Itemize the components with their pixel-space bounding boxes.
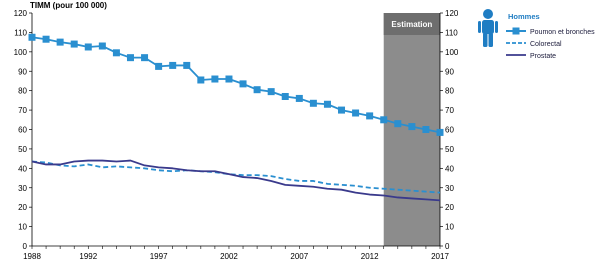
data-point-poumon-et-bronches bbox=[85, 43, 92, 50]
data-point-poumon-et-bronches bbox=[268, 88, 275, 95]
y-tick-label-left: 40 bbox=[18, 164, 27, 174]
x-tick-label: 1988 bbox=[23, 252, 41, 261]
y-tick-label-left: 70 bbox=[18, 106, 27, 116]
data-point-poumon-et-bronches bbox=[310, 100, 317, 107]
y-tick-label-right: 90 bbox=[445, 67, 454, 77]
y-tick-label-left: 90 bbox=[18, 67, 27, 77]
legend-label-colorectal: Colorectal bbox=[530, 41, 562, 48]
series-line-poumon-et-bronches bbox=[32, 37, 440, 132]
data-point-poumon-et-bronches bbox=[240, 80, 247, 87]
y-tick-label-right: 80 bbox=[445, 86, 454, 96]
data-point-poumon-et-bronches bbox=[183, 62, 190, 69]
y-tick-label-right: 10 bbox=[445, 222, 454, 232]
legend bbox=[478, 9, 595, 60]
y-tick-label-left: 100 bbox=[13, 47, 27, 57]
data-point-poumon-et-bronches bbox=[366, 112, 373, 119]
series-lines bbox=[29, 34, 444, 201]
y-tick-label-right: 100 bbox=[445, 47, 459, 57]
person-icon bbox=[478, 9, 498, 47]
data-point-poumon-et-bronches bbox=[437, 129, 444, 136]
data-point-poumon-et-bronches bbox=[169, 62, 176, 69]
legend-title: Hommes bbox=[508, 12, 540, 21]
data-point-poumon-et-bronches bbox=[408, 123, 415, 130]
y-tick-label-left: 10 bbox=[18, 222, 27, 232]
y-tick-label-left: 120 bbox=[13, 9, 27, 18]
y-tick-label-left: 110 bbox=[14, 28, 27, 38]
y-tick-label-right: 60 bbox=[445, 125, 454, 135]
data-point-poumon-et-bronches bbox=[197, 76, 204, 83]
data-point-poumon-et-bronches bbox=[254, 86, 261, 93]
series-line-colorectal bbox=[32, 162, 440, 193]
data-point-poumon-et-bronches bbox=[211, 76, 218, 83]
data-point-poumon-et-bronches bbox=[225, 76, 232, 83]
y-tick-label-left: 30 bbox=[18, 183, 27, 193]
y-tick-label-right: 30 bbox=[445, 183, 454, 193]
data-point-poumon-et-bronches bbox=[380, 116, 387, 123]
series-line-prostate bbox=[32, 161, 440, 201]
x-tick-label: 2017 bbox=[431, 252, 449, 261]
y-tick-label-right: 120 bbox=[445, 9, 459, 18]
data-point-poumon-et-bronches bbox=[99, 43, 106, 50]
y-tick-label-right: 70 bbox=[445, 106, 454, 116]
y-axis-label: TIMM (pour 100 000) bbox=[30, 1, 107, 10]
y-tick-label-right: 20 bbox=[445, 203, 454, 213]
x-tick-label: 2007 bbox=[290, 252, 309, 261]
data-point-poumon-et-bronches bbox=[43, 36, 50, 43]
y-tick-label-left: 0 bbox=[22, 242, 27, 251]
data-point-poumon-et-bronches bbox=[282, 93, 289, 100]
y-tick-label-right: 110 bbox=[445, 28, 458, 38]
y-tick-label-left: 20 bbox=[18, 203, 27, 213]
y-tick-label-right: 40 bbox=[445, 164, 454, 174]
y-tick-label-left: 60 bbox=[18, 125, 27, 135]
data-point-poumon-et-bronches bbox=[57, 39, 64, 46]
data-point-poumon-et-bronches bbox=[394, 120, 401, 127]
x-tick-label: 2012 bbox=[360, 252, 379, 261]
data-point-poumon-et-bronches bbox=[29, 34, 36, 41]
data-point-poumon-et-bronches bbox=[422, 126, 429, 133]
y-tick-label-right: 0 bbox=[445, 242, 450, 251]
data-point-poumon-et-bronches bbox=[127, 54, 134, 61]
estimation-label: Estimation bbox=[391, 20, 433, 29]
data-point-poumon-et-bronches bbox=[141, 54, 148, 61]
legend-label-poumon: Poumon et bronches bbox=[530, 29, 595, 36]
y-tick-label-right: 50 bbox=[445, 144, 454, 154]
y-tick-label-left: 50 bbox=[18, 144, 27, 154]
data-point-poumon-et-bronches bbox=[113, 49, 120, 56]
y-tick-label-left: 80 bbox=[18, 86, 27, 96]
x-tick-label: 1997 bbox=[149, 252, 168, 261]
legend-marker-poumon bbox=[513, 28, 520, 35]
data-point-poumon-et-bronches bbox=[155, 63, 162, 70]
data-point-poumon-et-bronches bbox=[71, 41, 78, 48]
legend-label-prostate: Prostate bbox=[530, 53, 557, 60]
data-point-poumon-et-bronches bbox=[338, 107, 345, 114]
x-tick-label: 2002 bbox=[220, 252, 238, 261]
data-point-poumon-et-bronches bbox=[352, 109, 359, 116]
x-tick-label: 1992 bbox=[79, 252, 98, 261]
data-point-poumon-et-bronches bbox=[324, 101, 331, 108]
data-point-poumon-et-bronches bbox=[296, 95, 303, 102]
